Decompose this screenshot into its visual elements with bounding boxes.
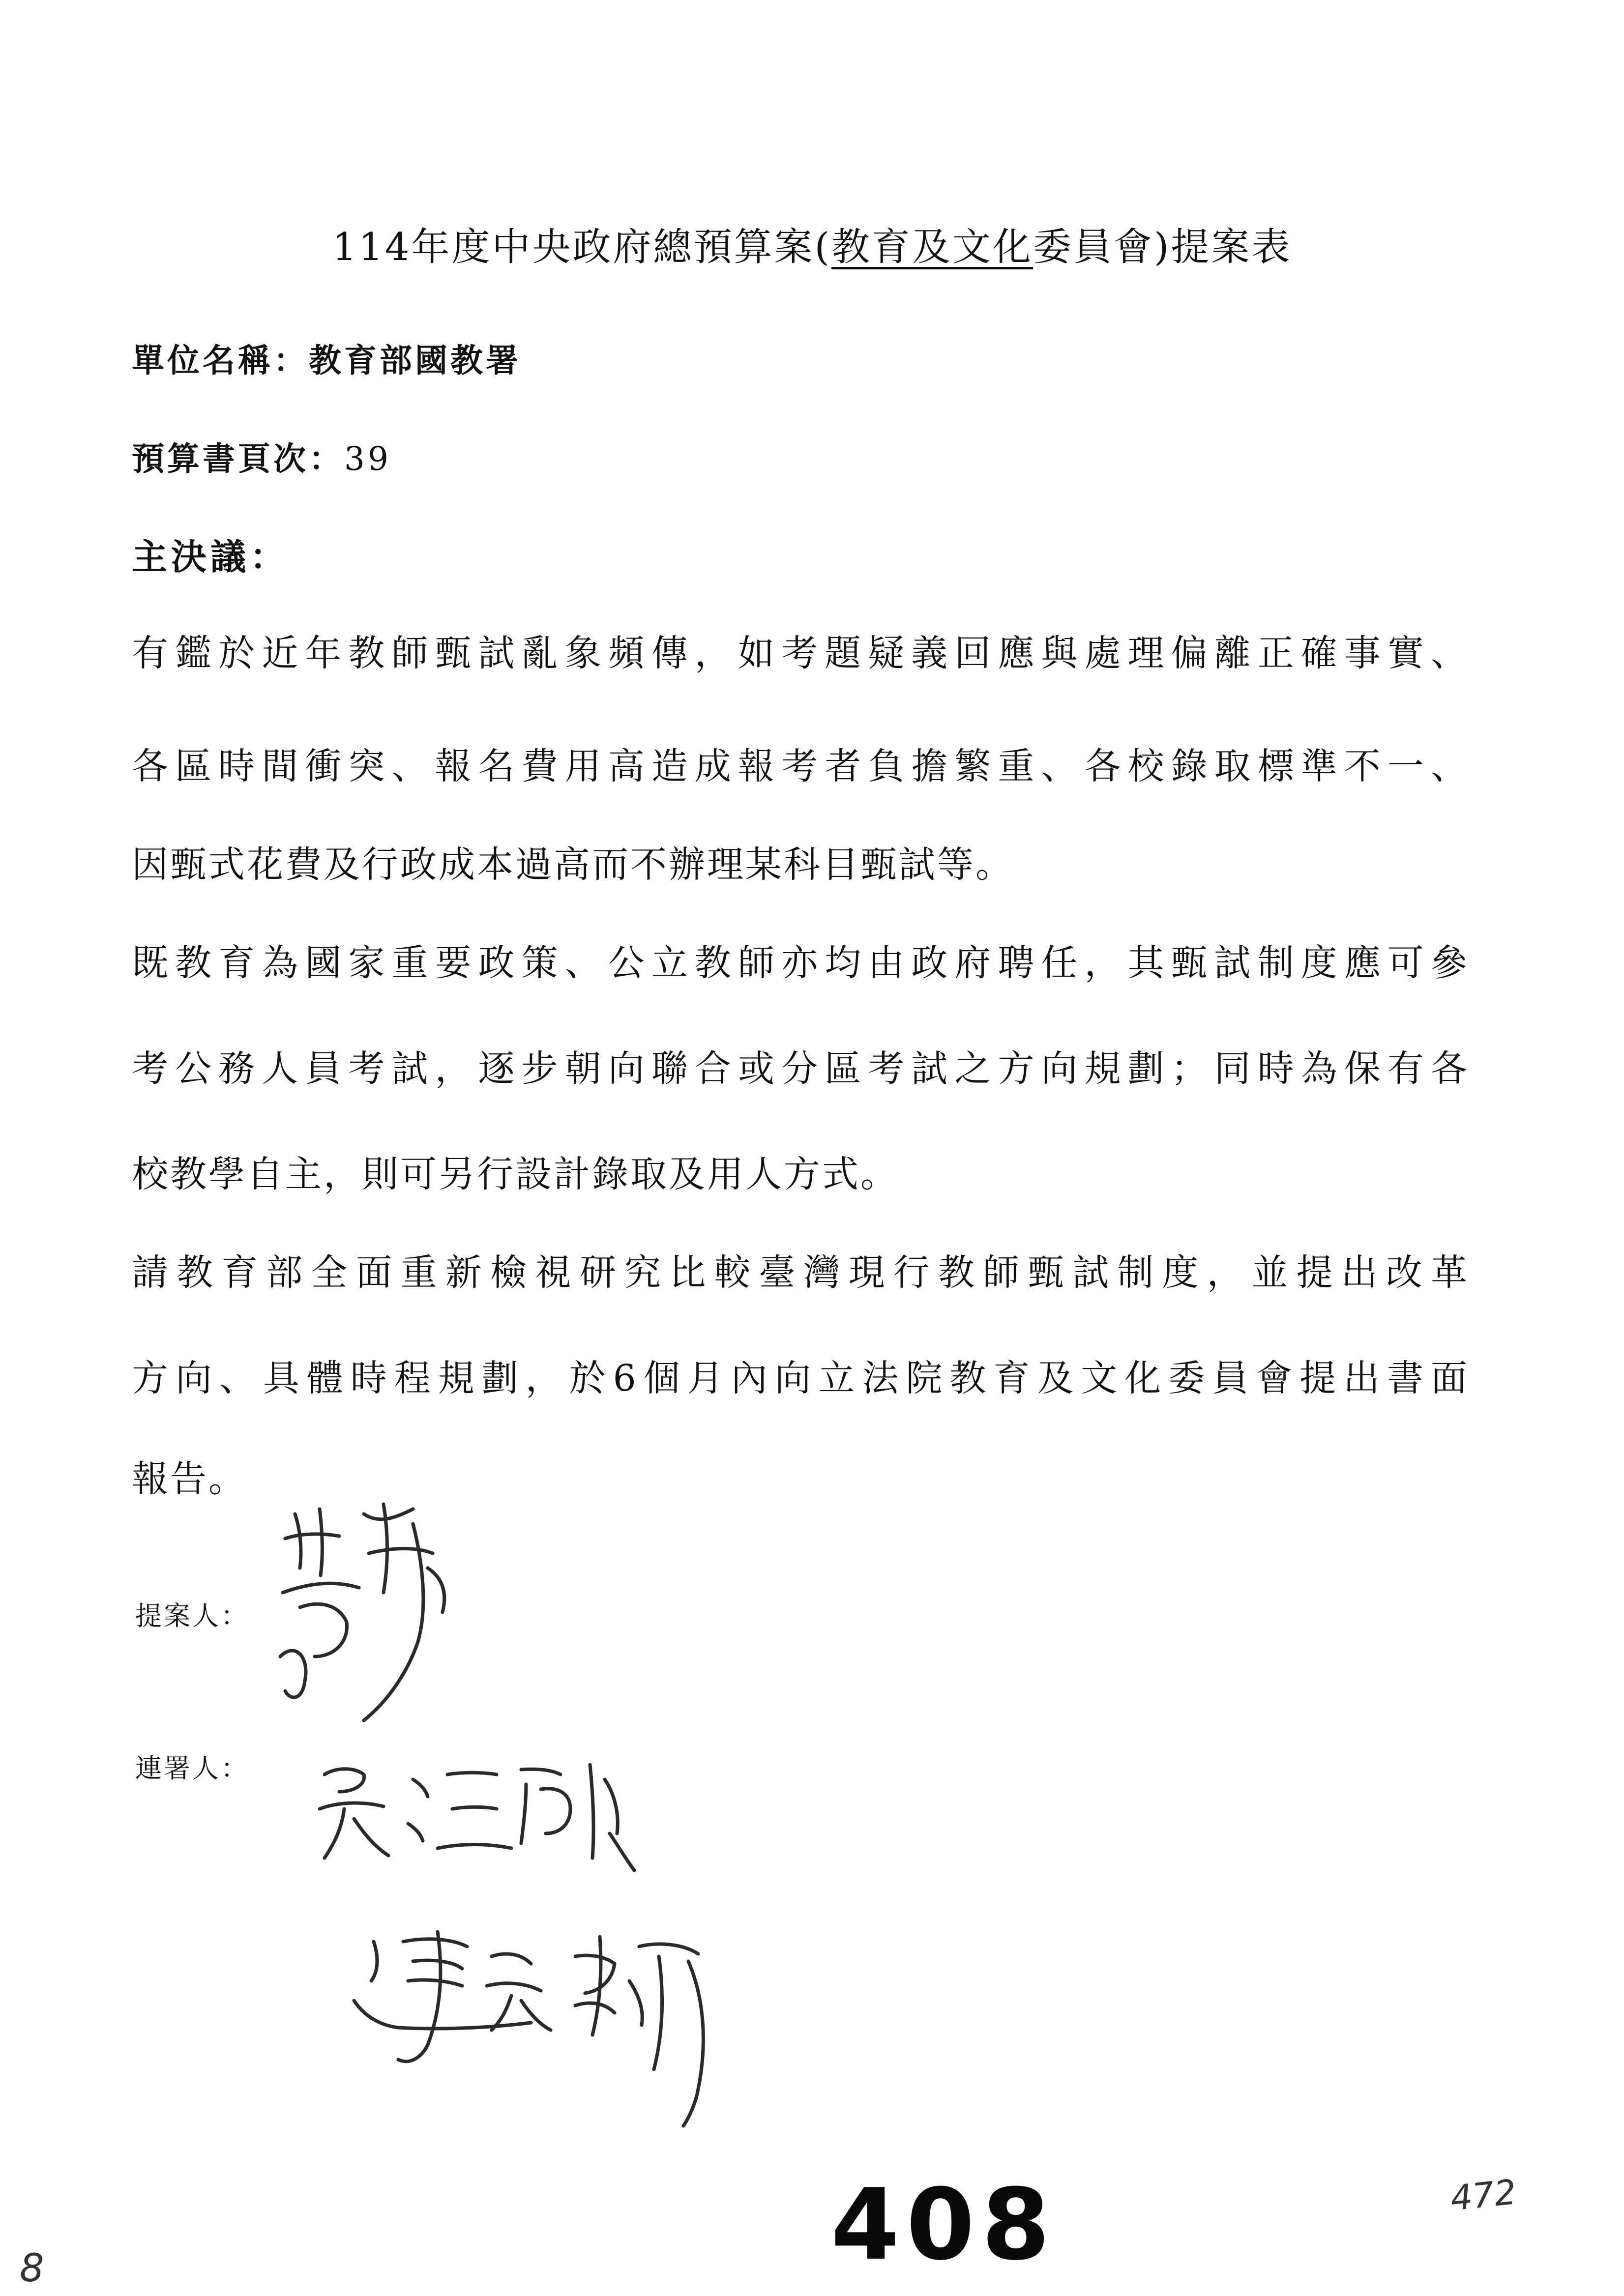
title-prefix: 114年度中央政府總預算案( <box>332 225 831 269</box>
margin-mark: 8 <box>20 2246 44 2291</box>
page-number-stamp: 408 <box>831 2168 1057 2282</box>
resolution-line: 有鑑於近年教師甄試亂象頻傳，如考題疑義回應與處理偏離正確事實、 <box>132 632 1469 674</box>
document-title <box>0 216 1624 271</box>
unit-field <box>132 334 521 381</box>
budget-page-label: 預算書頁次： <box>132 439 344 478</box>
proposer-label: 提案人： <box>135 1600 249 1631</box>
resolution-line: 報告。 <box>132 1458 247 1500</box>
resolution-line: 各區時間衝突、報名費用高造成報考者負擔繁重、各校錄取標準不一、 <box>132 745 1469 787</box>
resolution-heading: 主決議： <box>132 536 290 578</box>
resolution-line: 校教學自主，則可另行設計錄取及用人方式。 <box>132 1153 899 1195</box>
unit-value: 教育部國教署 <box>309 341 521 379</box>
budget-page-value: 39 <box>344 440 391 478</box>
unit-label: 單位名稱： <box>132 341 309 379</box>
budget-page-field <box>132 433 391 479</box>
resolution-line: 考公務人員考試，逐步朝向聯合或分區考試之方向規劃；同時為保有各 <box>132 1047 1469 1090</box>
resolution-line: 方向、具體時程規劃，於6個月內向立法院教育及文化委員會提出書面 <box>132 1357 1469 1399</box>
resolution-line: 因甄式花費及行政成本過高而不辦理某科目甄試等。 <box>132 843 1014 886</box>
title-committee: 教育及文化 <box>831 225 1033 269</box>
page-number-small-stamp: 472 <box>1448 2172 1518 2219</box>
resolution-line: 請教育部全面重新檢視研究比較臺灣現行教師甄試制度，並提出改革 <box>132 1251 1469 1294</box>
resolution-line: 既教育為國家重要政策、公立教師亦均由政府聘任，其甄試制度應可參 <box>132 942 1469 984</box>
title-suffix: 委員會)提案表 <box>1033 225 1292 269</box>
cosigner-label: 連署人： <box>135 1753 249 1784</box>
